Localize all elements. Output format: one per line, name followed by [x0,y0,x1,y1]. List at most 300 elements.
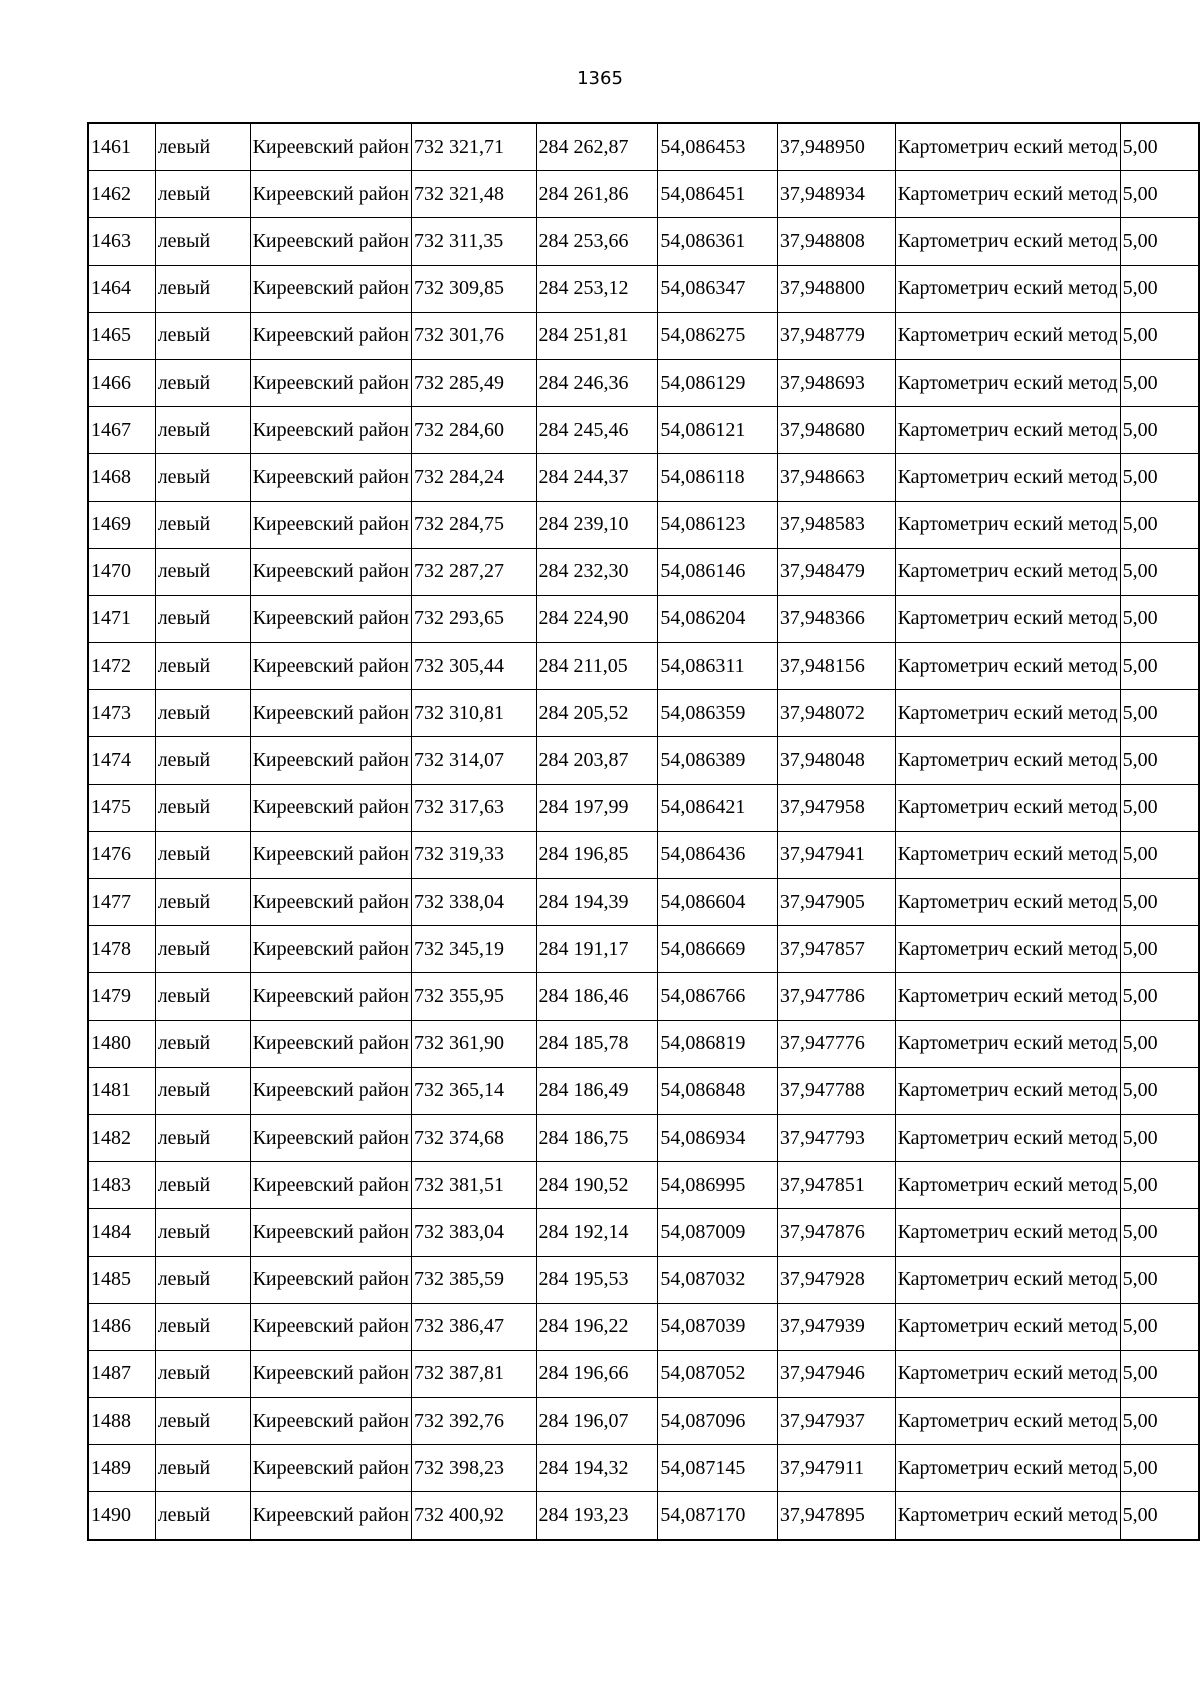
cell-latitude: 54,086995 [658,1162,778,1209]
cell-x-coordinate: 732 387,81 [412,1350,537,1397]
cell-point-number: 1483 [88,1162,155,1209]
cell-x-coordinate: 732 374,68 [412,1114,537,1161]
cell-district: Киреевский район [250,1020,411,1067]
cell-accuracy: 5,00 [1120,1114,1199,1161]
cell-point-number: 1470 [88,548,155,595]
cell-accuracy: 5,00 [1120,501,1199,548]
cell-method: Картометрич еский метод [895,690,1120,737]
cell-side: левый [155,1492,250,1540]
cell-longitude: 37,947876 [777,1209,895,1256]
cell-x-coordinate: 732 365,14 [412,1067,537,1114]
cell-x-coordinate: 732 314,07 [412,737,537,784]
cell-method: Картометрич еский метод [895,359,1120,406]
cell-side: левый [155,737,250,784]
cell-point-number: 1478 [88,926,155,973]
cell-side: левый [155,973,250,1020]
cell-accuracy: 5,00 [1120,595,1199,642]
cell-method: Картометрич еский метод [895,973,1120,1020]
cell-y-coordinate: 284 193,23 [536,1492,658,1540]
cell-district: Киреевский район [250,1492,411,1540]
cell-point-number: 1479 [88,973,155,1020]
cell-accuracy: 5,00 [1120,1492,1199,1540]
cell-latitude: 54,087145 [658,1445,778,1492]
cell-accuracy: 5,00 [1120,879,1199,926]
cell-method: Картометрич еский метод [895,1114,1120,1161]
cell-x-coordinate: 732 305,44 [412,643,537,690]
cell-y-coordinate: 284 190,52 [536,1162,658,1209]
table-row [88,171,1199,218]
cell-accuracy: 5,00 [1120,784,1199,831]
cell-district: Киреевский район [250,879,411,926]
cell-district: Киреевский район [250,595,411,642]
table-row [88,1209,1199,1256]
cell-district: Киреевский район [250,1067,411,1114]
cell-district: Киреевский район [250,218,411,265]
cell-x-coordinate: 732 355,95 [412,973,537,1020]
cell-x-coordinate: 732 284,75 [412,501,537,548]
cell-point-number: 1464 [88,265,155,312]
table-row [88,359,1199,406]
cell-accuracy: 5,00 [1120,1303,1199,1350]
table-row [88,1303,1199,1350]
cell-accuracy: 5,00 [1120,1398,1199,1445]
cell-latitude: 54,086389 [658,737,778,784]
cell-latitude: 54,086129 [658,359,778,406]
cell-side: левый [155,1256,250,1303]
cell-latitude: 54,086146 [658,548,778,595]
cell-accuracy: 5,00 [1120,359,1199,406]
table-row [88,548,1199,595]
cell-accuracy: 5,00 [1120,454,1199,501]
table-row [88,595,1199,642]
cell-latitude: 54,086848 [658,1067,778,1114]
cell-side: левый [155,643,250,690]
cell-district: Киреевский район [250,1114,411,1161]
cell-district: Киреевский район [250,831,411,878]
cell-method: Картометрич еский метод [895,643,1120,690]
cell-y-coordinate: 284 195,53 [536,1256,658,1303]
cell-district: Киреевский район [250,737,411,784]
cell-district: Киреевский район [250,454,411,501]
cell-accuracy: 5,00 [1120,973,1199,1020]
cell-side: левый [155,879,250,926]
cell-y-coordinate: 284 239,10 [536,501,658,548]
cell-longitude: 37,948583 [777,501,895,548]
cell-longitude: 37,948808 [777,218,895,265]
cell-latitude: 54,086311 [658,643,778,690]
cell-x-coordinate: 732 383,04 [412,1209,537,1256]
cell-y-coordinate: 284 186,49 [536,1067,658,1114]
cell-accuracy: 5,00 [1120,1162,1199,1209]
cell-method: Картометрич еский метод [895,265,1120,312]
cell-side: левый [155,926,250,973]
cell-accuracy: 5,00 [1120,171,1199,218]
cell-point-number: 1485 [88,1256,155,1303]
cell-y-coordinate: 284 196,85 [536,831,658,878]
cell-latitude: 54,086453 [658,123,778,171]
cell-x-coordinate: 732 321,48 [412,171,537,218]
table-row [88,643,1199,690]
cell-y-coordinate: 284 185,78 [536,1020,658,1067]
cell-latitude: 54,087170 [658,1492,778,1540]
cell-point-number: 1486 [88,1303,155,1350]
cell-longitude: 37,947793 [777,1114,895,1161]
cell-point-number: 1463 [88,218,155,265]
cell-method: Картометрич еский метод [895,831,1120,878]
cell-longitude: 37,947958 [777,784,895,831]
cell-point-number: 1475 [88,784,155,831]
table-row [88,831,1199,878]
cell-y-coordinate: 284 211,05 [536,643,658,690]
cell-side: левый [155,265,250,312]
cell-y-coordinate: 284 232,30 [536,548,658,595]
table-row [88,265,1199,312]
cell-latitude: 54,086275 [658,312,778,359]
cell-longitude: 37,948934 [777,171,895,218]
table-row [88,1067,1199,1114]
cell-latitude: 54,086118 [658,454,778,501]
cell-side: левый [155,501,250,548]
cell-point-number: 1466 [88,359,155,406]
cell-x-coordinate: 732 285,49 [412,359,537,406]
cell-y-coordinate: 284 224,90 [536,595,658,642]
cell-point-number: 1472 [88,643,155,690]
cell-point-number: 1482 [88,1114,155,1161]
cell-district: Киреевский район [250,1256,411,1303]
cell-y-coordinate: 284 196,22 [536,1303,658,1350]
cell-district: Киреевский район [250,501,411,548]
cell-y-coordinate: 284 244,37 [536,454,658,501]
cell-latitude: 54,086604 [658,879,778,926]
table-row [88,123,1199,171]
cell-side: левый [155,1209,250,1256]
cell-side: левый [155,784,250,831]
cell-accuracy: 5,00 [1120,643,1199,690]
cell-longitude: 37,947857 [777,926,895,973]
cell-district: Киреевский район [250,171,411,218]
cell-longitude: 37,948779 [777,312,895,359]
cell-method: Картометрич еский метод [895,784,1120,831]
table-row [88,501,1199,548]
cell-y-coordinate: 284 186,46 [536,973,658,1020]
cell-accuracy: 5,00 [1120,407,1199,454]
cell-district: Киреевский район [250,407,411,454]
cell-latitude: 54,087052 [658,1350,778,1397]
cell-x-coordinate: 732 284,24 [412,454,537,501]
cell-y-coordinate: 284 196,07 [536,1398,658,1445]
cell-y-coordinate: 284 191,17 [536,926,658,973]
cell-method: Картометрич еский метод [895,1398,1120,1445]
cell-side: левый [155,1350,250,1397]
cell-method: Картометрич еский метод [895,454,1120,501]
cell-y-coordinate: 284 196,66 [536,1350,658,1397]
cell-district: Киреевский район [250,548,411,595]
cell-method: Картометрич еский метод [895,407,1120,454]
table-row [88,1020,1199,1067]
cell-district: Киреевский район [250,359,411,406]
cell-method: Картометрич еский метод [895,218,1120,265]
cell-side: левый [155,548,250,595]
cell-district: Киреевский район [250,123,411,171]
cell-longitude: 37,947946 [777,1350,895,1397]
cell-method: Картометрич еский метод [895,1445,1120,1492]
cell-method: Картометрич еский метод [895,879,1120,926]
cell-y-coordinate: 284 251,81 [536,312,658,359]
cell-latitude: 54,086421 [658,784,778,831]
cell-longitude: 37,948048 [777,737,895,784]
cell-point-number: 1481 [88,1067,155,1114]
cell-district: Киреевский район [250,1209,411,1256]
cell-longitude: 37,948800 [777,265,895,312]
cell-longitude: 37,947776 [777,1020,895,1067]
cell-district: Киреевский район [250,784,411,831]
cell-x-coordinate: 732 400,92 [412,1492,537,1540]
cell-side: левый [155,1162,250,1209]
cell-method: Картометрич еский метод [895,1209,1120,1256]
cell-x-coordinate: 732 284,60 [412,407,537,454]
cell-method: Картометрич еский метод [895,595,1120,642]
table-row [88,879,1199,926]
cell-y-coordinate: 284 253,12 [536,265,658,312]
cell-side: левый [155,1114,250,1161]
cell-longitude: 37,947941 [777,831,895,878]
cell-side: левый [155,1067,250,1114]
cell-accuracy: 5,00 [1120,737,1199,784]
cell-accuracy: 5,00 [1120,1445,1199,1492]
cell-longitude: 37,948663 [777,454,895,501]
cell-point-number: 1489 [88,1445,155,1492]
page-number: 1365 [577,68,623,89]
cell-point-number: 1476 [88,831,155,878]
cell-accuracy: 5,00 [1120,548,1199,595]
cell-district: Киреевский район [250,1398,411,1445]
cell-longitude: 37,947928 [777,1256,895,1303]
cell-latitude: 54,086451 [658,171,778,218]
cell-side: левый [155,123,250,171]
cell-method: Картометрич еский метод [895,1020,1120,1067]
cell-point-number: 1468 [88,454,155,501]
cell-longitude: 37,947905 [777,879,895,926]
cell-latitude: 54,086669 [658,926,778,973]
table-row [88,690,1199,737]
cell-point-number: 1484 [88,1209,155,1256]
cell-method: Картометрич еский метод [895,123,1120,171]
cell-side: левый [155,831,250,878]
cell-side: левый [155,407,250,454]
cell-point-number: 1471 [88,595,155,642]
table-row [88,737,1199,784]
cell-accuracy: 5,00 [1120,123,1199,171]
cell-x-coordinate: 732 392,76 [412,1398,537,1445]
cell-point-number: 1490 [88,1492,155,1540]
cell-x-coordinate: 732 287,27 [412,548,537,595]
cell-accuracy: 5,00 [1120,1020,1199,1067]
cell-district: Киреевский район [250,1445,411,1492]
cell-longitude: 37,948156 [777,643,895,690]
cell-latitude: 54,086123 [658,501,778,548]
cell-latitude: 54,086361 [658,218,778,265]
cell-accuracy: 5,00 [1120,218,1199,265]
cell-x-coordinate: 732 319,33 [412,831,537,878]
cell-accuracy: 5,00 [1120,1209,1199,1256]
cell-side: левый [155,359,250,406]
cell-method: Картометрич еский метод [895,737,1120,784]
cell-side: левый [155,1445,250,1492]
table-row [88,1114,1199,1161]
cell-point-number: 1469 [88,501,155,548]
cell-y-coordinate: 284 194,32 [536,1445,658,1492]
cell-latitude: 54,086934 [658,1114,778,1161]
cell-method: Картометрич еский метод [895,1067,1120,1114]
table-row [88,454,1199,501]
cell-side: левый [155,218,250,265]
cell-district: Киреевский район [250,1162,411,1209]
cell-side: левый [155,1020,250,1067]
cell-accuracy: 5,00 [1120,265,1199,312]
cell-side: левый [155,454,250,501]
cell-method: Картометрич еский метод [895,501,1120,548]
cell-x-coordinate: 732 385,59 [412,1256,537,1303]
cell-method: Картометрич еский метод [895,1492,1120,1540]
cell-side: левый [155,312,250,359]
cell-point-number: 1487 [88,1350,155,1397]
cell-method: Картометрич еский метод [895,926,1120,973]
cell-longitude: 37,948693 [777,359,895,406]
cell-longitude: 37,948072 [777,690,895,737]
cell-x-coordinate: 732 338,04 [412,879,537,926]
cell-x-coordinate: 732 321,71 [412,123,537,171]
table-row [88,784,1199,831]
cell-district: Киреевский район [250,1303,411,1350]
cell-point-number: 1474 [88,737,155,784]
table-row [88,1492,1199,1540]
cell-accuracy: 5,00 [1120,926,1199,973]
cell-y-coordinate: 284 203,87 [536,737,658,784]
cell-longitude: 37,948366 [777,595,895,642]
cell-longitude: 37,947937 [777,1398,895,1445]
cell-accuracy: 5,00 [1120,831,1199,878]
cell-latitude: 54,087096 [658,1398,778,1445]
cell-y-coordinate: 284 186,75 [536,1114,658,1161]
cell-point-number: 1462 [88,171,155,218]
cell-longitude: 37,947895 [777,1492,895,1540]
cell-x-coordinate: 732 386,47 [412,1303,537,1350]
cell-accuracy: 5,00 [1120,312,1199,359]
coordinates-table [87,122,1200,1541]
cell-x-coordinate: 732 345,19 [412,926,537,973]
cell-x-coordinate: 732 398,23 [412,1445,537,1492]
cell-district: Киреевский район [250,643,411,690]
table-row [88,973,1199,1020]
cell-y-coordinate: 284 205,52 [536,690,658,737]
cell-x-coordinate: 732 311,35 [412,218,537,265]
cell-x-coordinate: 732 361,90 [412,1020,537,1067]
cell-latitude: 54,086819 [658,1020,778,1067]
cell-y-coordinate: 284 197,99 [536,784,658,831]
cell-method: Картометрич еский метод [895,1162,1120,1209]
cell-x-coordinate: 732 301,76 [412,312,537,359]
cell-point-number: 1465 [88,312,155,359]
cell-y-coordinate: 284 194,39 [536,879,658,926]
cell-point-number: 1467 [88,407,155,454]
table-row [88,1256,1199,1303]
table-row [88,312,1199,359]
cell-longitude: 37,947786 [777,973,895,1020]
cell-method: Картометрич еский метод [895,548,1120,595]
cell-side: левый [155,595,250,642]
table-row [88,926,1199,973]
cell-point-number: 1488 [88,1398,155,1445]
cell-accuracy: 5,00 [1120,1067,1199,1114]
cell-longitude: 37,947788 [777,1067,895,1114]
cell-longitude: 37,947851 [777,1162,895,1209]
cell-y-coordinate: 284 192,14 [536,1209,658,1256]
cell-district: Киреевский район [250,690,411,737]
cell-side: левый [155,171,250,218]
cell-x-coordinate: 732 293,65 [412,595,537,642]
cell-x-coordinate: 732 310,81 [412,690,537,737]
cell-latitude: 54,086436 [658,831,778,878]
cell-y-coordinate: 284 253,66 [536,218,658,265]
cell-point-number: 1480 [88,1020,155,1067]
cell-accuracy: 5,00 [1120,1256,1199,1303]
cell-latitude: 54,087039 [658,1303,778,1350]
cell-latitude: 54,086359 [658,690,778,737]
cell-y-coordinate: 284 262,87 [536,123,658,171]
table-row [88,1398,1199,1445]
cell-y-coordinate: 284 261,86 [536,171,658,218]
table-row [88,1445,1199,1492]
cell-latitude: 54,086121 [658,407,778,454]
cell-longitude: 37,948680 [777,407,895,454]
cell-district: Киреевский район [250,1350,411,1397]
table-body [88,123,1199,1540]
cell-district: Киреевский район [250,926,411,973]
table-row [88,218,1199,265]
cell-accuracy: 5,00 [1120,1350,1199,1397]
cell-point-number: 1473 [88,690,155,737]
cell-latitude: 54,086204 [658,595,778,642]
cell-point-number: 1461 [88,123,155,171]
cell-y-coordinate: 284 245,46 [536,407,658,454]
cell-side: левый [155,1398,250,1445]
cell-longitude: 37,947911 [777,1445,895,1492]
table-row [88,1162,1199,1209]
cell-latitude: 54,087009 [658,1209,778,1256]
cell-method: Картометрич еский метод [895,1256,1120,1303]
cell-latitude: 54,087032 [658,1256,778,1303]
cell-district: Киреевский район [250,312,411,359]
cell-point-number: 1477 [88,879,155,926]
cell-latitude: 54,086766 [658,973,778,1020]
cell-x-coordinate: 732 309,85 [412,265,537,312]
cell-longitude: 37,947939 [777,1303,895,1350]
cell-y-coordinate: 284 246,36 [536,359,658,406]
table-row [88,1350,1199,1397]
cell-method: Картометрич еский метод [895,1303,1120,1350]
cell-district: Киреевский район [250,265,411,312]
cell-longitude: 37,948479 [777,548,895,595]
cell-x-coordinate: 732 381,51 [412,1162,537,1209]
cell-method: Картометрич еский метод [895,1350,1120,1397]
cell-side: левый [155,690,250,737]
cell-accuracy: 5,00 [1120,690,1199,737]
cell-latitude: 54,086347 [658,265,778,312]
cell-longitude: 37,948950 [777,123,895,171]
cell-side: левый [155,1303,250,1350]
cell-district: Киреевский район [250,973,411,1020]
cell-method: Картометрич еский метод [895,171,1120,218]
